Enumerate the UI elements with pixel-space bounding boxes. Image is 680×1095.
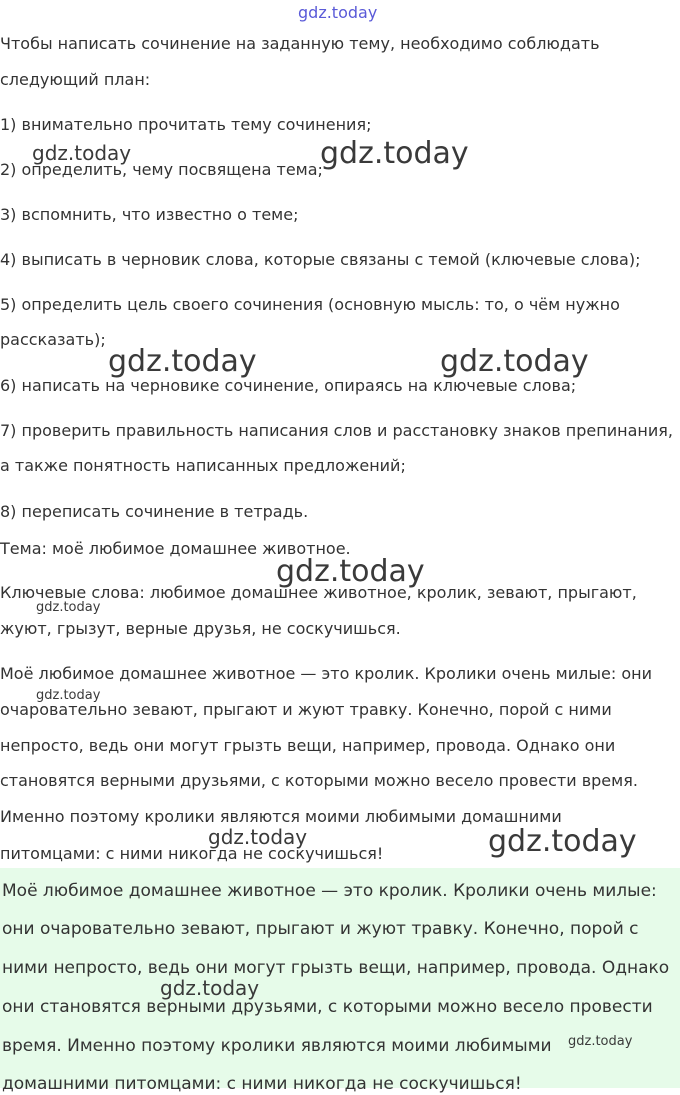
plan-step-1: 1) внимательно прочитать тему сочинения; [0,115,372,134]
plan-step-5b: рассказать); [0,330,106,349]
highlight-line-6: домашними питомцами: с ними никогда не соскучишься! [2,1074,522,1094]
watermark: gdz.today [108,344,257,379]
watermark: gdz.today [36,600,101,615]
highlight-line-3: ними непросто, ведь они могут грызть вещи, например, провода. Однако [2,958,670,978]
highlight-line-4: они становятся верными друзьями, с которыми можно весело провести [2,997,653,1017]
plan-step-8: 8) переписать сочинение в тетрадь. [0,502,309,521]
keywords-line-2: жуют, грызут, верные друзья, не соскучишься. [0,619,401,638]
essay-line-6: питомцами: с ними никогда не соскучишься! [0,844,384,863]
watermark: gdz.today [568,1034,633,1049]
watermark: gdz.today [440,344,589,379]
highlighted-essay-block [0,868,680,1094]
essay-line-4: становятся верными друзьями, с которыми можно весело провести время. [0,771,638,790]
watermark-top: gdz.today [298,3,378,22]
intro-line-1: Чтобы написать сочинение на заданную тему, необходимо соблюдать [0,34,600,53]
intro-line-2: следующий план: [0,70,151,89]
essay-line-2: очаровательно зевают, прыгают и жуют травку. Конечно, порой с ними [0,700,612,719]
watermark: gdz.today [208,825,308,849]
plan-step-7b: а также понятность написанных предложений; [0,456,406,475]
plan-step-7a: 7) проверить правильность написания слов и расстановку знаков препинания, [0,421,673,440]
highlight-line-5: время. Именно поэтому кролики являются моими любимыми [2,1036,552,1056]
plan-step-3: 3) вспомнить, что известно о теме; [0,205,299,224]
watermark: gdz.today [488,824,637,859]
watermark: gdz.today [32,141,132,165]
watermark: gdz.today [36,688,101,703]
highlight-line-1: Моё любимое домашнее животное — это кролик. Кролики очень милые: [2,881,657,901]
keywords-line-1: Ключевые слова: любимое домашнее животное, кролик, зевают, прыгают, [0,583,637,602]
essay-line-5: Именно поэтому кролики являются моими любимыми домашними [0,807,562,826]
plan-step-4: 4) выписать в черновик слова, которые связаны с темой (ключевые слова); [0,250,641,269]
plan-step-2: 2) определить, чему посвящена тема; [0,160,323,179]
plan-step-6: 6) написать на черновике сочинение, опираясь на ключевые слова; [0,376,577,395]
highlight-line-2: они очаровательно зевают, прыгают и жуют травку. Конечно, порой с [2,919,639,939]
watermark: gdz.today [160,976,260,1000]
watermark: gdz.today [320,136,469,171]
watermark: gdz.today [276,554,425,589]
essay-line-3: непросто, ведь они могут грызть вещи, например, провода. Однако они [0,736,616,755]
topic-line: Тема: моё любимое домашнее животное. [0,539,351,558]
plan-step-5a: 5) определить цель своего сочинения (основную мысль: то, о чём нужно [0,295,620,314]
essay-line-1: Моё любимое домашнее животное — это кролик. Кролики очень милые: они [0,664,652,683]
